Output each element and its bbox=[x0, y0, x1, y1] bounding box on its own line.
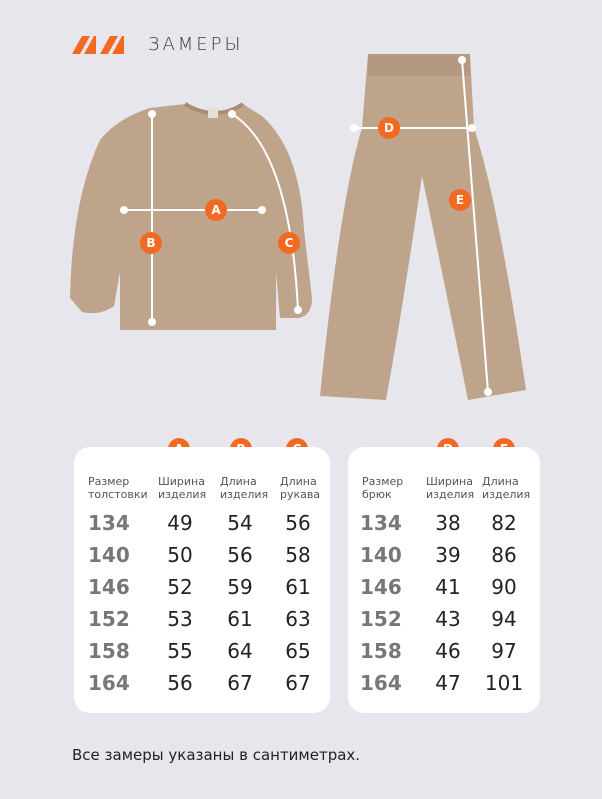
table-row bbox=[74, 511, 330, 543]
table-row bbox=[74, 575, 330, 607]
value-cell: 86 bbox=[491, 543, 517, 567]
value-cell: 49 bbox=[167, 511, 193, 535]
value-cell: 67 bbox=[285, 671, 311, 695]
table-row bbox=[74, 607, 330, 639]
value-cell: 43 bbox=[435, 607, 461, 631]
value-cell: 94 bbox=[491, 607, 517, 631]
marker-d: D bbox=[384, 121, 394, 135]
sweatshirt-table-body bbox=[74, 511, 330, 703]
size-cell: 134 bbox=[360, 511, 402, 535]
value-cell: 90 bbox=[491, 575, 517, 599]
table-row bbox=[348, 511, 540, 543]
size-cell: 146 bbox=[360, 575, 402, 599]
table-row bbox=[348, 607, 540, 639]
value-cell: 55 bbox=[167, 639, 193, 663]
value-cell: 56 bbox=[167, 671, 193, 695]
value-cell: 56 bbox=[285, 511, 311, 535]
column-header-size: Размер брюк bbox=[362, 475, 404, 501]
pants-table-body bbox=[348, 511, 540, 703]
value-cell: 41 bbox=[435, 575, 461, 599]
size-cell: 158 bbox=[360, 639, 402, 663]
size-cell: 152 bbox=[360, 607, 402, 631]
value-cell: 67 bbox=[227, 671, 253, 695]
value-cell: 47 bbox=[435, 671, 461, 695]
value-cell: 39 bbox=[435, 543, 461, 567]
table-row bbox=[74, 543, 330, 575]
value-cell: 63 bbox=[285, 607, 311, 631]
page-title: ЗАМЕРЫ bbox=[148, 34, 244, 55]
value-cell: 82 bbox=[491, 511, 517, 535]
column-header-sleeve: Длина рукава bbox=[280, 475, 321, 501]
value-cell: 101 bbox=[484, 671, 524, 695]
value-cell: 97 bbox=[491, 639, 517, 663]
pants-size-table bbox=[348, 447, 540, 713]
column-header-length: Длина изделия bbox=[482, 475, 531, 501]
size-cell: 158 bbox=[88, 639, 130, 663]
table-row bbox=[348, 671, 540, 703]
size-cell: 140 bbox=[88, 543, 130, 567]
marker-e: E bbox=[455, 193, 465, 207]
table-row bbox=[74, 671, 330, 703]
value-cell: 65 bbox=[285, 639, 311, 663]
table-row bbox=[74, 639, 330, 671]
pants-image bbox=[320, 54, 526, 400]
marker-c: C bbox=[284, 236, 294, 250]
value-cell: 52 bbox=[167, 575, 193, 599]
size-cell: 164 bbox=[360, 671, 402, 695]
size-cell: 146 bbox=[88, 575, 130, 599]
column-header-length: Длина изделия bbox=[220, 475, 269, 501]
marker-b: B bbox=[146, 236, 156, 250]
value-cell: 50 bbox=[167, 543, 193, 567]
marker-a: A bbox=[211, 203, 221, 217]
size-cell: 164 bbox=[88, 671, 130, 695]
value-cell: 53 bbox=[167, 607, 193, 631]
value-cell: 59 bbox=[227, 575, 253, 599]
value-cell: 56 bbox=[227, 543, 253, 567]
value-cell: 38 bbox=[435, 511, 461, 535]
sweatshirt-image bbox=[70, 104, 312, 330]
column-header-width: Ширина изделия bbox=[426, 475, 475, 501]
size-cell: 140 bbox=[360, 543, 402, 567]
garment-illustration bbox=[0, 48, 602, 418]
footer-note: Все замеры указаны в сантиметрах. bbox=[72, 746, 361, 764]
value-cell: 46 bbox=[435, 639, 461, 663]
value-cell: 61 bbox=[227, 607, 253, 631]
value-cell: 58 bbox=[285, 543, 311, 567]
value-cell: 61 bbox=[285, 575, 311, 599]
size-cell: 134 bbox=[88, 511, 130, 535]
size-cell: 152 bbox=[88, 607, 130, 631]
column-header-width: Ширина изделия bbox=[158, 475, 207, 501]
table-row bbox=[348, 543, 540, 575]
table-row bbox=[348, 639, 540, 671]
sweatshirt-size-table bbox=[74, 447, 330, 713]
value-cell: 54 bbox=[227, 511, 253, 535]
table-row bbox=[348, 575, 540, 607]
column-header-size: Размер толстовки bbox=[88, 475, 148, 501]
value-cell: 64 bbox=[227, 639, 253, 663]
